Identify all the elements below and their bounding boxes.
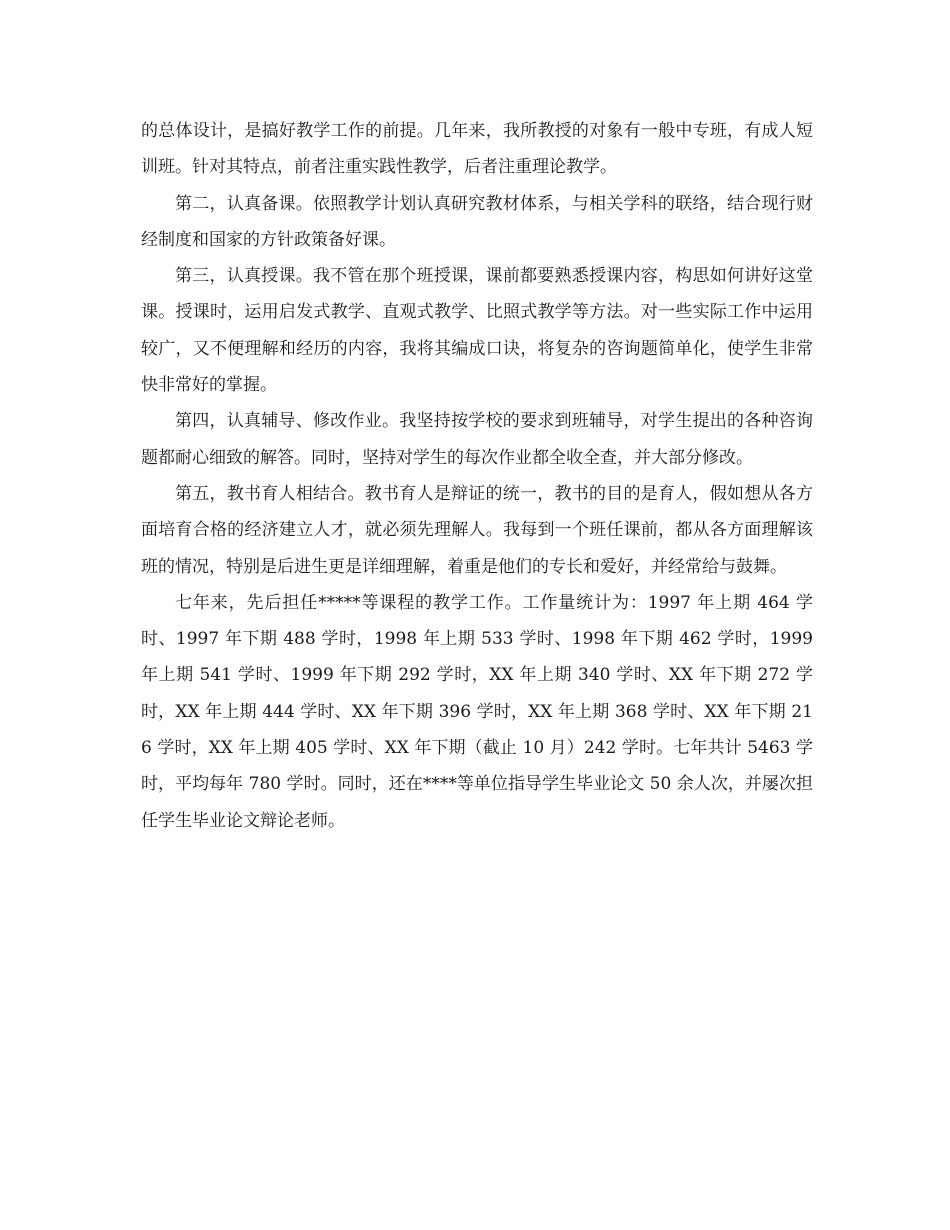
paragraph-teaching: 第三，认真授课。我不管在那个班授课，课前都要熟悉授课内容，构思如何讲好这堂课。授课时，运用启发式教学、直观式教学、比照式教学等方法。对一些实际工作中运用较广，又不便理解和经历的内容，我将其编成口诀，将复杂的咨询题简单化，使学生非常快非常好的掌握。 [141, 266, 813, 396]
document-body [141, 113, 813, 839]
paragraph-tutoring: 第四，认真辅导、修改作业。我坚持按学校的要求到班辅导，对学生提出的各种咨询题都耐心细致的解答。同时，坚持对学生的每次作业都全收全查，并大部分修改。 [141, 411, 813, 468]
paragraph-design: 的总体设计，是搞好教学工作的前提。几年来，我所教授的对象有一般中专班，有成人短训班。针对其特点，前者注重实践性教学，后者注重理论教学。 [141, 121, 813, 178]
paragraph-education: 第五，教书育人相结合。教书育人是辩证的统一，教书的目的是育人，假如想从各方面培育合格的经济建立人才，就必须先理解人。我每到一个班任课前，都从各方面理解该班的情况，特别是后进生更是详细理解，着重是他们的专长和爱好，并经常给与鼓舞。 [141, 483, 813, 577]
paragraph-lesson-prep: 第二，认真备课。依照教学计划认真研究教材体系，与相关学科的联络，结合现行财经制度和国家的方针政策备好课。 [141, 193, 813, 250]
paragraph-workload: 七年来，先后担任*****等课程的教学工作。工作量统计为：1997 年上期 464 学时、1997 年下期 488 学时，1998 年上期 533 学时、1998 年下期 462 学时，1999 年上期 541 学时、1999 年下期 292 学时，XX 年上期 340 学时、XX 年下期 272 学时，XX 年上期 444 学时、XX 年下期 396 学时，XX 年上期 368 学时、XX 年下期 216 学时，XX 年上期 405 学时、XX 年下期（截止 10 月）242 学时。七年共计 5463 学时，平均每年 780 学时。同时，还在****等单位指导学生毕业论文 50 余人次，并屡次担任学生毕业论文辩论老师。 [141, 592, 813, 831]
